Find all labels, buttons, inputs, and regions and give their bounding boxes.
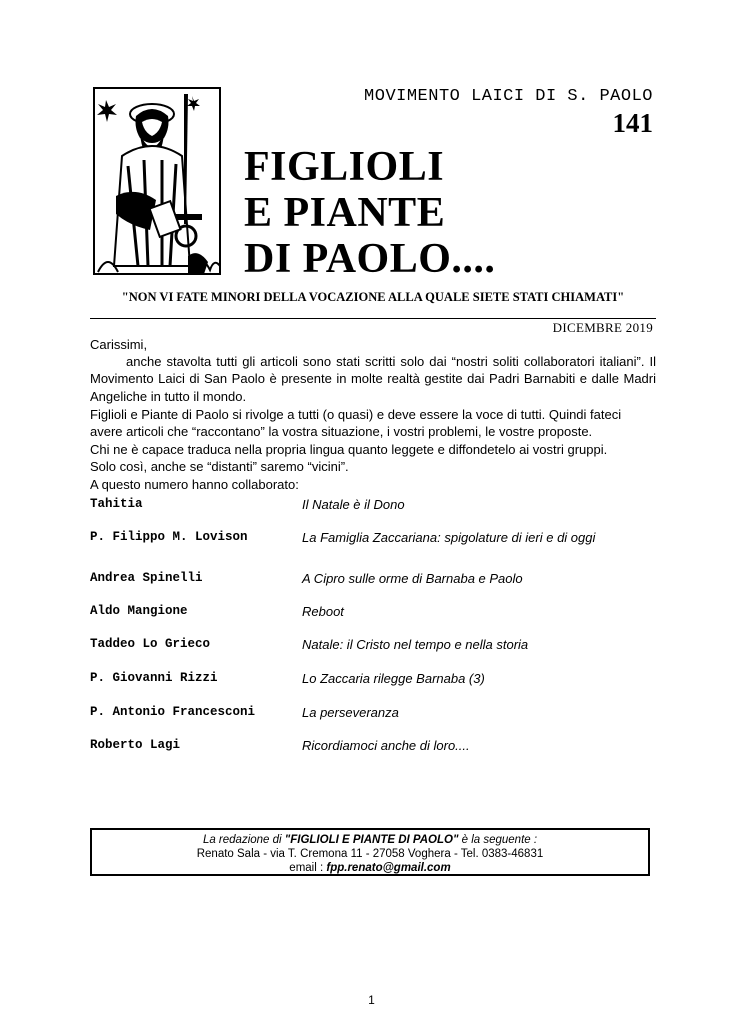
contributor-name: Andrea Spinelli (90, 571, 203, 585)
email-label: email : (289, 862, 327, 874)
article-title: La Famiglia Zaccariana: spigolature di ieri e di oggi (302, 530, 596, 545)
contributor-name: Taddeo Lo Grieco (90, 637, 211, 651)
editorial-email-line (92, 861, 648, 875)
contributor-row (90, 637, 670, 657)
intro-paragraph: anche stavolta tutti gli articoli sono stati scritti solo dai “nostri soliti collaboratori italiani”. Il Movimento Laici di San Paolo è presente in molte realtà gestite dai Padri Barnabiti e dalle Madri Angeliche in tutto il mondo. (90, 354, 656, 404)
motto: "NON VI FATE MINORI DELLA VOCAZIONE ALLA QUALE SIETE STATI CHIAMATI" (121, 290, 625, 304)
issue-date: DICEMBRE 2019 (552, 320, 653, 335)
article-title: Lo Zaccaria rilegge Barnaba (3) (302, 671, 485, 686)
intro-line: Figlioli e Piante di Paolo si rivolge a tutti (o quasi) e deve essere la voce di tutti. Quindi fateci (90, 407, 622, 422)
header-divider (90, 318, 656, 319)
article-title: La perseveranza (302, 705, 399, 720)
saint-paul-woodcut-icon (92, 86, 222, 276)
editorial-prefix: La redazione di (202, 834, 285, 846)
contributor-row (90, 571, 670, 591)
contributor-row (90, 497, 670, 517)
issue-number: 141 (612, 108, 653, 138)
article-title: Ricordiamoci anche di loro.... (302, 738, 470, 753)
page-number: 1 (368, 993, 375, 1007)
intro-line: Solo così, anche se “distanti” saremo “vicini”. (90, 459, 349, 475)
contributor-name: Tahitia (90, 497, 143, 511)
intro-line: Chi ne è capace traduca nella propria lingua quanto leggete e diffondetelo ai vostri gruppi. (90, 441, 608, 457)
article-title: Il Natale è il Dono (302, 497, 405, 512)
magazine-title-line-2: E PIANTE (244, 190, 446, 236)
contributor-name: P. Filippo M. Lovison (90, 530, 248, 544)
article-title: Reboot (302, 604, 344, 619)
movement-name: MOVIMENTO LAICI DI S. PAOLO (364, 87, 653, 106)
contributor-row (90, 705, 670, 725)
editorial-heading (92, 833, 648, 847)
magazine-title-line-3: DI PAOLO.... (244, 236, 496, 282)
article-title: A Cipro sulle orme di Barnaba e Paolo (302, 571, 523, 586)
contributor-row (90, 530, 670, 550)
editorial-box (90, 828, 650, 876)
article-title: Natale: il Cristo nel tempo e nella storia (302, 637, 529, 652)
editorial-address: Renato Sala - via T. Cremona 11 - 27058 Voghera - Tel. 0383-46831 (196, 848, 544, 860)
contributor-name: Roberto Lagi (90, 738, 181, 752)
contributor-name: P. Giovanni Rizzi (90, 671, 218, 685)
magazine-title-line-1: FIGLIOLI (244, 144, 445, 190)
contributor-name: P. Antonio Francesconi (90, 705, 256, 719)
contributor-name: Aldo Mangione (90, 604, 188, 618)
editorial-suffix: è la seguente : (458, 834, 538, 846)
intro-lines (90, 406, 656, 493)
contributor-row (90, 604, 670, 624)
greeting: Carissimi, (90, 337, 148, 352)
email-link[interactable]: fpp.renato@gmail.com (326, 862, 451, 874)
intro-line: A questo numero hanno collaborato: (90, 476, 299, 492)
contributor-row (90, 738, 670, 758)
editorial-magazine-name: "FIGLIOLI E PIANTE DI PAOLO" (284, 834, 459, 846)
intro-line: avere articoli che “raccontano” la vostra situazione, i vostri problemi, le vostre proposte. (90, 424, 593, 440)
contributor-row (90, 671, 670, 691)
